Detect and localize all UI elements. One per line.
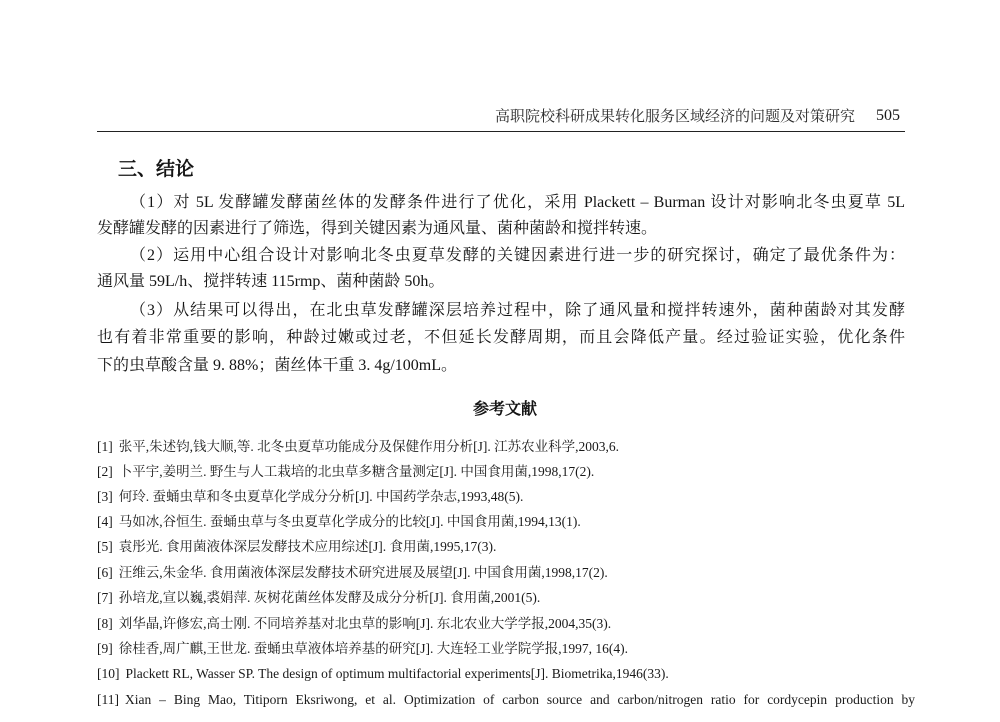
reference-item bbox=[97, 513, 581, 531]
reference-item bbox=[97, 564, 608, 582]
reference-number: [8] bbox=[97, 616, 113, 631]
reference-item bbox=[97, 640, 628, 658]
header-rule bbox=[97, 131, 905, 132]
reference-item bbox=[97, 438, 619, 456]
paragraph-2-line-2: 通风量 59L/h、搅拌转速 115rmp、菌种菌龄 50h。 bbox=[97, 273, 445, 290]
reference-item bbox=[97, 589, 540, 607]
reference-number: [1] bbox=[97, 439, 113, 454]
reference-number: [2] bbox=[97, 464, 113, 479]
paragraph-1-line-1: （1）对 5L 发酵罐发酵菌丝体的发酵条件进行了优化，采用 Plackett – Burman 设计对影响北冬虫夏草 5L bbox=[130, 194, 905, 211]
reference-number: [5] bbox=[97, 539, 113, 554]
reference-item bbox=[97, 615, 611, 633]
reference-item bbox=[97, 691, 915, 709]
paragraph-2-line-1: （2）运用中心组合设计对影响北冬虫夏草发酵的关键因素进行进一步的研究探讨，确定了最优条件为： bbox=[130, 247, 905, 264]
paragraph-1-line-2: 发酵罐发酵的因素进行了筛选，得到关键因素为通风量、菌种菌龄和搅拌转速。 bbox=[97, 220, 658, 237]
reference-text: 汪维云,朱金华. 食用菌液体深层发酵技术研究进展及展望[J]. 中国食用菌,1998,17(2). bbox=[118, 565, 608, 580]
running-header-title: 高职院校科研成果转化服务区域经济的问题及对策研究 bbox=[494, 108, 855, 125]
page-number: 505 bbox=[876, 107, 900, 124]
reference-number: [3] bbox=[97, 489, 113, 504]
reference-item bbox=[97, 463, 594, 481]
reference-text: 张平,朱述钧,钱大顺,等. 北冬虫夏草功能成分及保健作用分析[J]. 江苏农业科学,2003,6. bbox=[118, 439, 619, 454]
reference-item bbox=[97, 488, 523, 506]
reference-text: 刘华晶,许修宏,高士刚. 不同培养基对北虫草的影响[J]. 东北农业大学学报,2004,35(3). bbox=[118, 616, 612, 631]
reference-text: 孙培龙,宣以巍,裘娟萍. 灰树花菌丝体发酵及成分分析[J]. 食用菌,2001(5). bbox=[118, 590, 541, 605]
reference-text: Xian – Bing Mao, Titiporn Eksriwong, et al. Optimization of carbon source and carbon/nitrogen ratio for cordycepin production by bbox=[125, 692, 915, 707]
reference-text: Plackett RL, Wasser SP. The design of optimum multifactorial experiments[J]. Biometrika,1946(33). bbox=[125, 666, 669, 681]
reference-item bbox=[97, 665, 669, 683]
reference-text: 马如冰,谷恒生. 蚕蛹虫草与冬虫夏草化学成分的比较[J]. 中国食用菌,1994,13(1). bbox=[118, 514, 581, 529]
reference-number: [11] bbox=[97, 692, 119, 707]
references-title: 参考文献 bbox=[472, 401, 537, 418]
paragraph-3-line-2: 也有着非常重要的影响，种龄过嫩或过老，不但延长发酵周期，而且会降低产量。经过验证实验，优化条件 bbox=[97, 329, 905, 346]
reference-text: 卜平宇,姜明兰. 野生与人工栽培的北虫草多糖含量测定[J]. 中国食用菌,1998,17(2). bbox=[118, 464, 595, 479]
reference-text: 徐桂香,周广麒,王世龙. 蚕蛹虫草液体培养基的研究[J]. 大连轻工业学院学报,1997, 16(4). bbox=[118, 641, 628, 656]
reference-text: 何玲. 蚕蛹虫草和冬虫夏草化学成分分析[J]. 中国药学杂志,1993,48(5). bbox=[118, 489, 524, 504]
paragraph-3-line-3: 下的虫草酸含量 9. 88%；菌丝体干重 3. 4g/100mL。 bbox=[97, 357, 457, 374]
section-heading: 三、结论 bbox=[118, 159, 195, 180]
reference-item bbox=[97, 538, 496, 556]
reference-number: [7] bbox=[97, 590, 113, 605]
reference-number: [4] bbox=[97, 514, 113, 529]
reference-number: [10] bbox=[97, 666, 120, 681]
paragraph-3-line-1: （3）从结果可以得出，在北虫草发酵罐深层培养过程中，除了通风量和搅拌转速外，菌种菌龄对其发酵 bbox=[130, 302, 905, 319]
reference-text: 袁彤光. 食用菌液体深层发酵技术应用综述[J]. 食用菌,1995,17(3). bbox=[118, 539, 497, 554]
reference-number: [6] bbox=[97, 565, 113, 580]
reference-number: [9] bbox=[97, 641, 113, 656]
